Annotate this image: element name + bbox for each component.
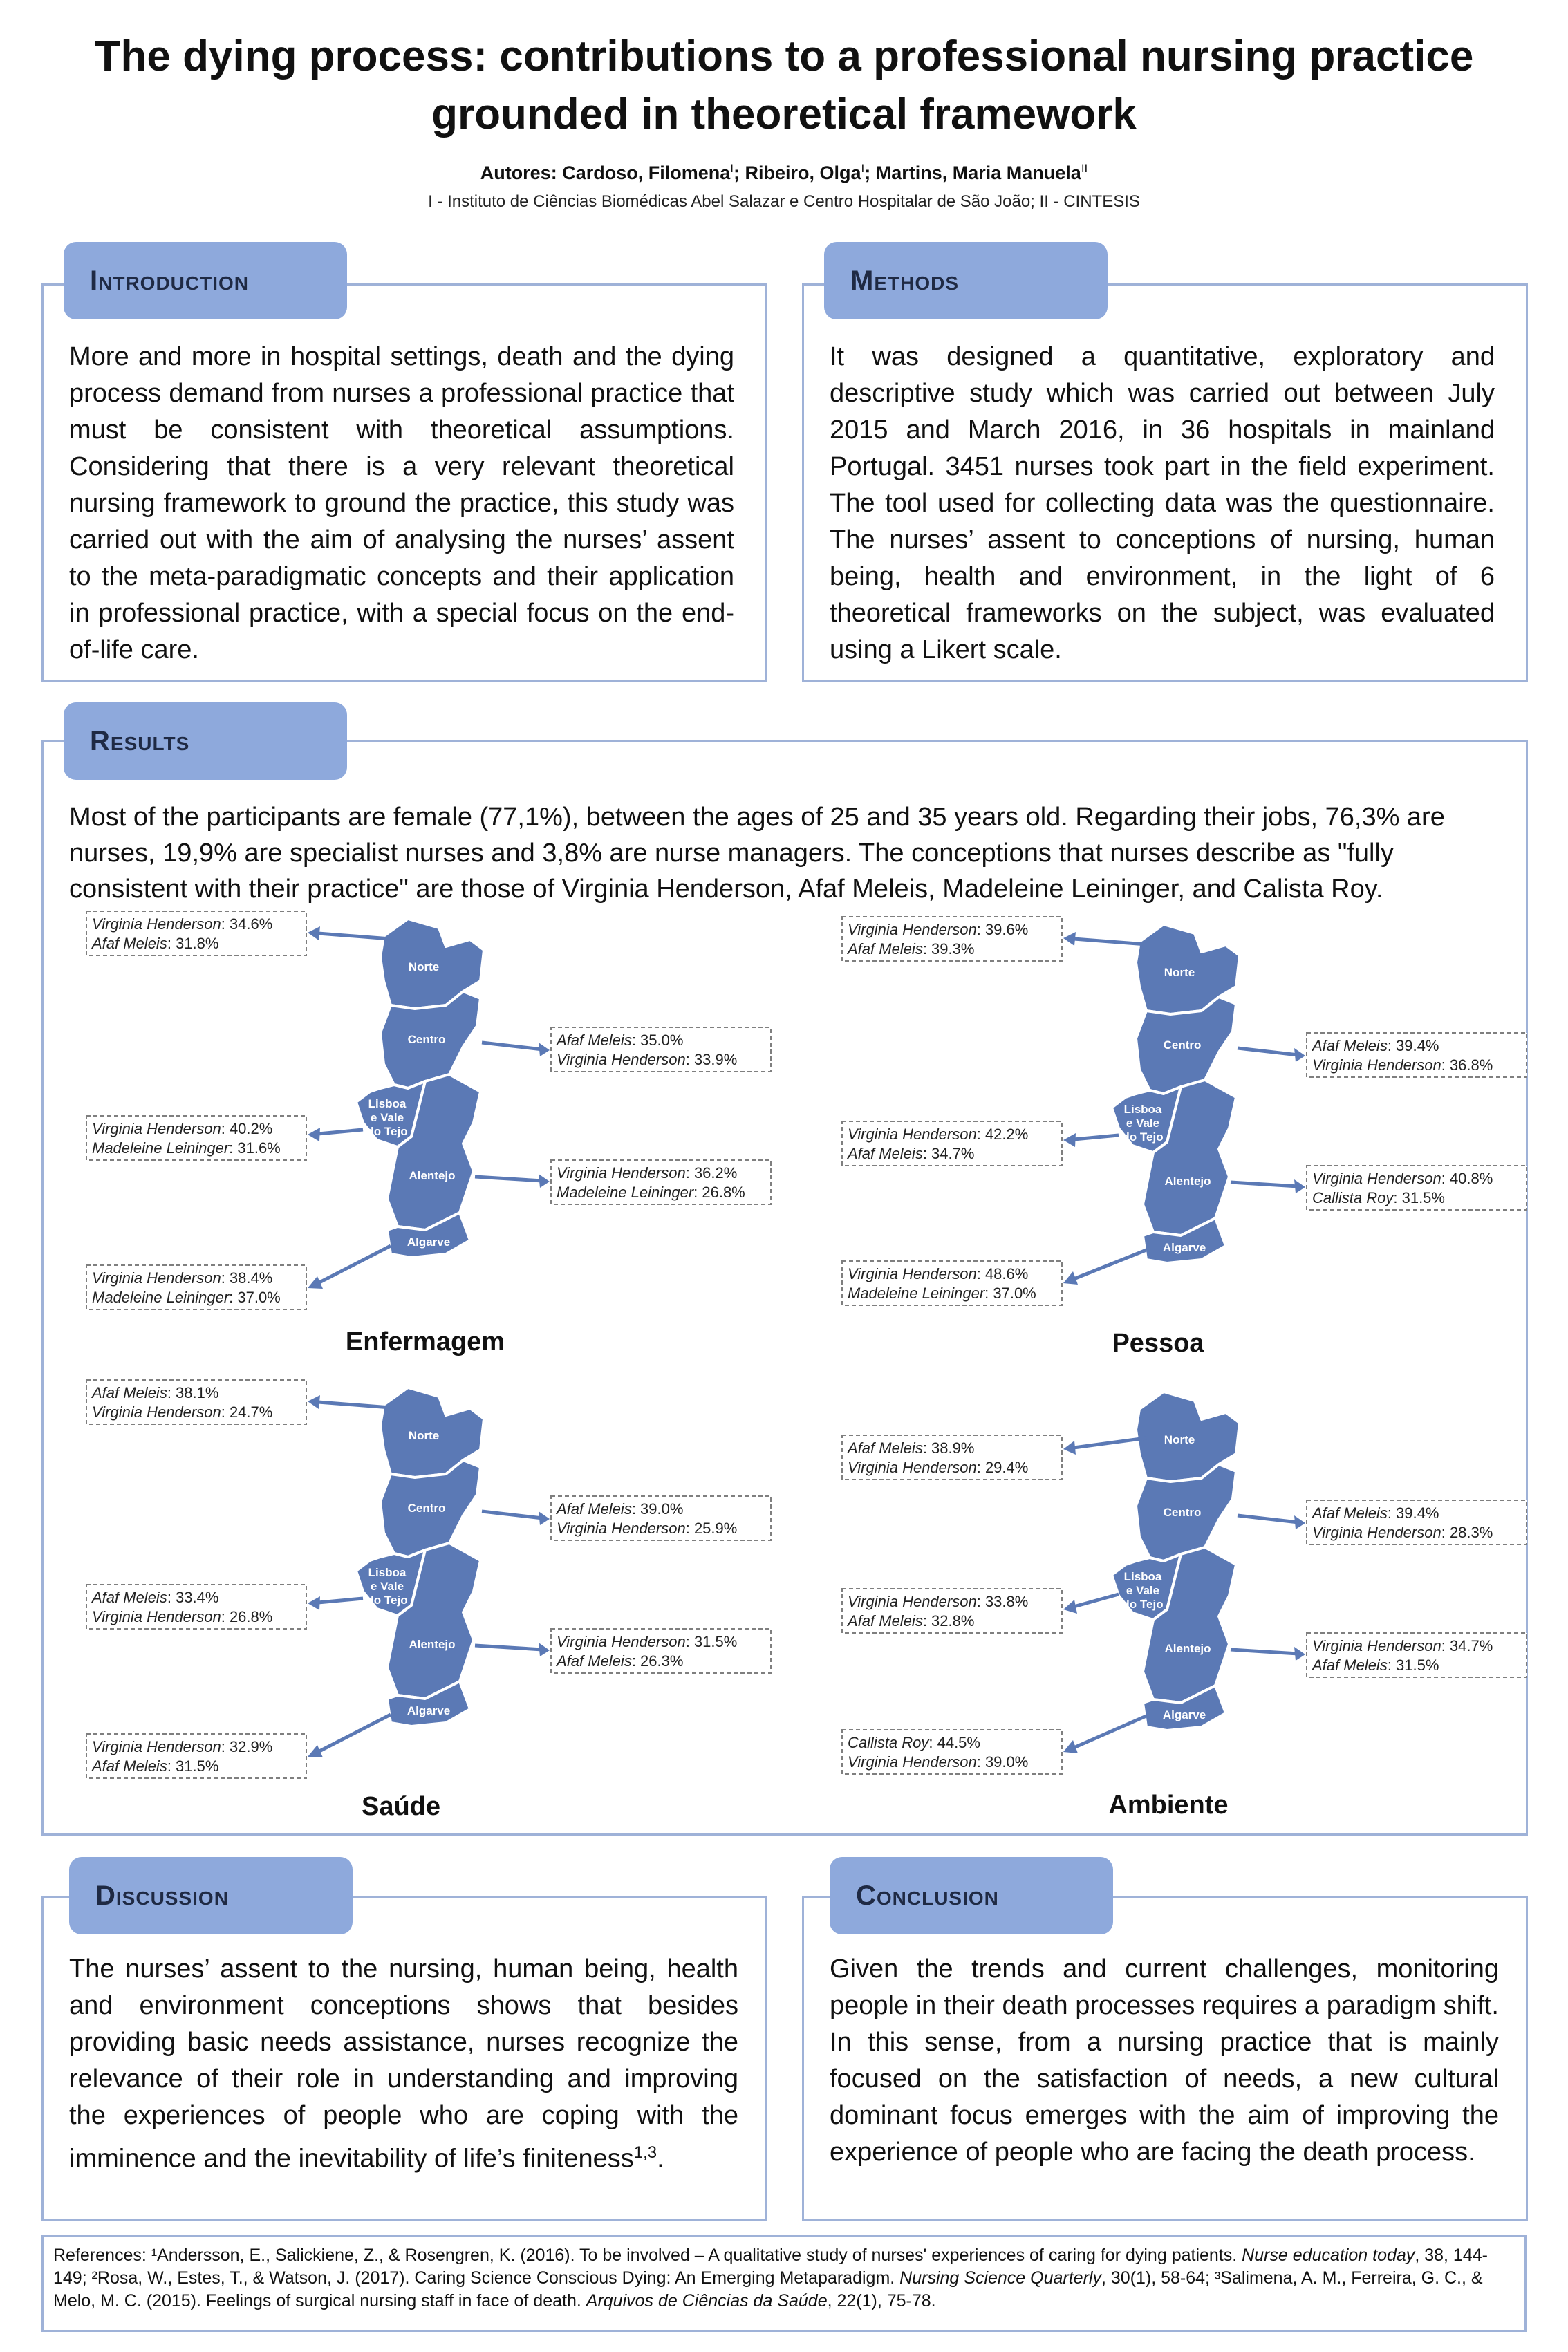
value: : 33.4% [167, 1589, 219, 1606]
arrowhead [1063, 1600, 1077, 1614]
name: Afaf Meleis [848, 940, 923, 958]
svg-text:Virginia Henderson: 33.8% [848, 1593, 1028, 1610]
name: Virginia Henderson [1312, 1056, 1441, 1074]
discussion-sup: 1,3 [633, 2143, 657, 2162]
name: Afaf Meleis [1312, 1656, 1388, 1674]
svg-text:Afaf Meleis: 39.0% [555, 1500, 683, 1518]
label-lisboa-2: e Vale [370, 1580, 404, 1593]
title-line-1: The dying process: contributions to a professional nursing practice [94, 32, 1474, 80]
poster-title [41, 28, 1527, 144]
discussion-end: . [657, 2144, 664, 2174]
svg-text:Virginia Henderson: 40.2% [92, 1120, 272, 1137]
name: Virginia Henderson [848, 1753, 977, 1771]
arrowhead [539, 1174, 550, 1188]
arrow [318, 1130, 363, 1134]
map-enfermagem [86, 911, 778, 1316]
value: : 34.6% [221, 915, 273, 933]
name: Virginia Henderson [557, 1520, 686, 1537]
label-alentejo: Alentejo [409, 1169, 456, 1182]
label-lisboa-2: e Vale [1126, 1117, 1160, 1130]
svg-text:Virginia Henderson: 24.7% [92, 1403, 272, 1421]
label-norte: Norte [1164, 1433, 1195, 1446]
value: : 36.8% [1441, 1056, 1493, 1074]
arrow [318, 933, 391, 939]
affiliation: I - Instituto de Ciências Biomédicas Abel Salazar e Centro Hospitalar de São João; II - CINTESIS [428, 192, 1140, 211]
value: : 34.7% [1441, 1637, 1493, 1654]
label-norte: Norte [1164, 966, 1195, 979]
name: Virginia Henderson [848, 1126, 977, 1143]
value: : 26.8% [693, 1184, 745, 1201]
name: Virginia Henderson [92, 1120, 221, 1137]
value: : 39.6% [976, 921, 1029, 938]
svg-text:Afaf Meleis: 38.9% [846, 1439, 974, 1457]
name: Virginia Henderson [848, 1593, 977, 1610]
callout-lisboa [842, 1589, 1119, 1633]
arrow [475, 1177, 543, 1181]
arrowhead [1063, 1133, 1076, 1147]
value: : 48.6% [976, 1265, 1029, 1282]
value: : 38.9% [922, 1439, 975, 1457]
value: : 40.2% [221, 1120, 273, 1137]
author-2-sup: I [861, 162, 865, 175]
callout-norte [86, 1380, 391, 1424]
label-centro: Centro [407, 1033, 446, 1046]
svg-text:Madeleine Leininger: 37.0% [92, 1289, 281, 1306]
portugal-map [356, 919, 484, 1258]
name: Virginia Henderson [92, 1403, 221, 1421]
value: : 31.5% [1387, 1656, 1439, 1674]
arrowhead [1063, 932, 1076, 946]
svg-text:Virginia Henderson: 31.5% [557, 1633, 737, 1650]
callout-lisboa [86, 1116, 363, 1160]
authors [0, 162, 1568, 184]
value: : 33.9% [685, 1051, 738, 1068]
label-algarve: Algarve [407, 1235, 451, 1249]
label-norte: Norte [408, 960, 440, 973]
ref-2: , 38, 144-149; ²Rosa, W., Estes, T., & Watson, J. (2017). Caring Science Conscious Dying: An Emerging Metaparadigm. [53, 2246, 1488, 2288]
conclusion-text: Given the trends and current challenges, monitoring people in their death processes requires a paradigm shift. In this sense, from a nursing practice that is mainly focused on the satisfaction of needs, a new cultural dominant focus emerges with the aim of improving the experience of people who are facing the death process. [830, 1954, 1499, 2167]
svg-text:Afaf Meleis: 26.3% [555, 1652, 683, 1670]
svg-text:Madeleine Leininger: 37.0% [848, 1285, 1036, 1302]
svg-text:Virginia Henderson: 38.4% [92, 1269, 272, 1287]
discussion-body: The nurses’ assent to the nursing, human being, health and environment conceptions shows that besides providing basic needs assistance, nurses recognize the relevance of their role in understanding and improving the experiences of people who are coping with the imminence and the inevitability of life’s finiteness [69, 1954, 738, 2174]
discussion-text [69, 1951, 738, 2178]
map-ambiente [842, 1384, 1533, 1789]
name: Madeleine Leininger [92, 1289, 230, 1306]
svg-text:Virginia Henderson: 26.8% [92, 1608, 272, 1625]
callout-alentejo [475, 1160, 771, 1204]
name: Afaf Meleis [557, 1032, 632, 1049]
name: Afaf Meleis [557, 1652, 632, 1670]
svg-text:Afaf Meleis: 34.7% [846, 1145, 974, 1162]
value: : 32.8% [922, 1612, 975, 1630]
author-3-sup: II [1081, 162, 1088, 175]
callout-norte [842, 1435, 1146, 1480]
name: Afaf Meleis [92, 1757, 167, 1775]
value: : 31.5% [1393, 1189, 1445, 1206]
label-lisboa-3: do Tejo [366, 1594, 408, 1607]
callout-centro [482, 1496, 771, 1540]
svg-text:Afaf Meleis: 32.8% [846, 1612, 974, 1630]
svg-text:Virginia Henderson: 39.6% [848, 921, 1028, 938]
label-lisboa-1: Lisboa [1123, 1570, 1162, 1583]
value: : 26.8% [221, 1608, 273, 1625]
ref-1-journal: Nurse education today [1242, 2246, 1415, 2265]
name: Madeleine Leininger [557, 1184, 694, 1201]
arrowhead [1063, 1441, 1076, 1455]
name: Virginia Henderson [557, 1051, 686, 1068]
label-centro: Centro [1163, 1038, 1202, 1052]
svg-text:Virginia Henderson: 36.8% [1312, 1056, 1493, 1074]
arrow [1074, 1438, 1146, 1448]
label-lisboa-3: do Tejo [1122, 1598, 1164, 1611]
portugal-map [356, 1388, 484, 1726]
svg-text:Virginia Henderson: 33.9% [557, 1051, 737, 1068]
arrow [475, 1645, 543, 1650]
value: : 35.0% [631, 1032, 684, 1049]
svg-text:Virginia Henderson: 48.6% [848, 1265, 1028, 1282]
value: : 37.0% [229, 1289, 281, 1306]
value: : 33.8% [976, 1593, 1029, 1610]
label-lisboa-1: Lisboa [368, 1097, 407, 1110]
name: Virginia Henderson [1312, 1170, 1441, 1187]
name: Virginia Henderson [848, 1459, 977, 1476]
svg-text:Virginia Henderson: 29.4% [848, 1459, 1028, 1476]
map-saude [86, 1380, 778, 1784]
arrow [318, 1715, 391, 1752]
value: : 38.4% [221, 1269, 273, 1287]
value: : 39.0% [976, 1753, 1029, 1771]
svg-text:Afaf Meleis: 38.1% [91, 1384, 218, 1401]
callout-algarve [86, 1715, 391, 1778]
value: : 39.3% [922, 940, 975, 958]
value: : 31.5% [685, 1633, 738, 1650]
svg-text:Afaf Meleis: 33.4% [91, 1589, 218, 1606]
callout-norte [86, 911, 391, 955]
arrowhead [1294, 1647, 1305, 1661]
arrowhead [539, 1511, 550, 1525]
arrow [318, 1598, 363, 1603]
svg-text:Afaf Meleis: 39.4% [1311, 1037, 1439, 1054]
value: : 39.4% [1387, 1037, 1439, 1054]
svg-text:Afaf Meleis: 39.4% [1311, 1504, 1439, 1522]
callout-centro [1238, 1033, 1527, 1077]
ref-3-journal: Arquivos de Ciências da Saúde [586, 2291, 828, 2311]
introduction-text: More and more in hospital settings, death and the dying process demand from nurses a professional practice that must be consistent with theoretical assumptions. Considering that there is a very relevant theoretical nursing framework to ground the practice, this study was carried out with the aim of analysing the nurses’ assent to the meta-paradigmatic concepts and their application in professional practice, with a special focus on the end-of-life care. [69, 342, 734, 664]
arrowhead [1294, 1515, 1305, 1529]
label-lisboa-1: Lisboa [1123, 1103, 1162, 1116]
label-algarve: Algarve [1162, 1708, 1206, 1721]
arrow [482, 1043, 543, 1049]
label-alentejo: Alentejo [409, 1638, 456, 1651]
svg-text:Virginia Henderson: 25.9% [557, 1520, 737, 1537]
name: Afaf Meleis [92, 1384, 167, 1401]
arrowhead [1294, 1048, 1305, 1062]
arrow [1074, 1135, 1119, 1139]
value: : 39.4% [1387, 1504, 1439, 1522]
name: Callista Roy [1312, 1189, 1394, 1206]
arrowhead [539, 1043, 550, 1056]
name: Afaf Meleis [1312, 1504, 1388, 1522]
callout-norte [842, 917, 1146, 961]
value: : 37.0% [984, 1285, 1036, 1302]
label-algarve: Algarve [1162, 1241, 1206, 1254]
svg-text:Afaf Meleis: 31.8% [91, 935, 218, 952]
portugal-map [1112, 1392, 1240, 1730]
svg-text:Virginia Henderson: 39.0% [848, 1753, 1028, 1771]
callout-algarve [842, 1250, 1146, 1305]
name: Callista Roy [848, 1734, 929, 1751]
svg-text:Madeleine Leininger: 31.6% [92, 1139, 281, 1157]
label-lisboa-2: e Vale [370, 1111, 404, 1124]
name: Madeleine Leininger [92, 1139, 230, 1157]
arrow [1238, 1048, 1298, 1055]
value: : 36.2% [685, 1164, 738, 1182]
label-algarve: Algarve [407, 1704, 451, 1717]
svg-text:Virginia Henderson: 34.7% [1312, 1637, 1493, 1654]
arrowhead [308, 1596, 320, 1610]
arrow [1074, 1716, 1146, 1748]
callout-algarve [842, 1716, 1146, 1774]
svg-text:Afaf Meleis: 35.0% [555, 1032, 683, 1049]
introduction-heading: Introduction [64, 242, 347, 319]
callout-lisboa [86, 1585, 363, 1629]
label-alentejo: Alentejo [1164, 1175, 1211, 1188]
svg-text:Virginia Henderson: 28.3% [1312, 1524, 1493, 1541]
svg-text:Virginia Henderson: 32.9% [92, 1738, 272, 1755]
arrowhead [308, 926, 320, 940]
arrow [1238, 1515, 1298, 1522]
name: Virginia Henderson [557, 1164, 686, 1182]
svg-text:Callista Roy: 31.5% [1312, 1189, 1445, 1206]
svg-text:Afaf Meleis: 39.3% [846, 940, 974, 958]
name: Virginia Henderson [92, 1738, 221, 1755]
arrow [1231, 1650, 1298, 1654]
svg-text:Afaf Meleis: 31.5% [1311, 1656, 1439, 1674]
svg-text:Callista Roy: 44.5% [848, 1734, 980, 1751]
label-centro: Centro [1163, 1506, 1202, 1519]
name: Afaf Meleis [92, 935, 167, 952]
value: : 39.0% [631, 1500, 684, 1518]
value: : 31.5% [167, 1757, 219, 1775]
svg-text:Madeleine Leininger: 26.8% [557, 1184, 745, 1201]
name: Afaf Meleis [1312, 1037, 1388, 1054]
map-title-enfermagem: Enfermagem [345, 1327, 505, 1356]
ref-3: , 30(1), 58-64; ³Salimena, A. M., Ferreira, G. C., & Melo, M. C. (2015). Feelings of surgical nursing staff in face of death. [53, 2268, 1483, 2311]
callout-centro [482, 1027, 771, 1072]
value: : 29.4% [976, 1459, 1029, 1476]
name: Virginia Henderson [1312, 1524, 1441, 1541]
methods-heading: Methods [824, 242, 1108, 319]
value: : 42.2% [976, 1126, 1029, 1143]
title-line-2: grounded in theoretical framework [431, 91, 1137, 138]
name: Madeleine Leininger [848, 1285, 985, 1302]
arrow [1231, 1182, 1298, 1186]
arrow [1074, 1594, 1119, 1607]
map-title-ambiente: Ambiente [1108, 1791, 1229, 1820]
value: : 25.9% [685, 1520, 738, 1537]
value: : 24.7% [221, 1403, 273, 1421]
name: Virginia Henderson [848, 1265, 977, 1282]
name: Virginia Henderson [557, 1633, 686, 1650]
name: Afaf Meleis [557, 1500, 632, 1518]
arrow [1074, 939, 1146, 944]
label-alentejo: Alentejo [1164, 1642, 1211, 1655]
svg-text:Virginia Henderson: 34.6% [92, 915, 272, 933]
callout-alentejo [1231, 1166, 1527, 1210]
map-title-pessoa: Pessoa [1112, 1329, 1204, 1358]
name: Afaf Meleis [848, 1145, 923, 1162]
value: : 44.5% [928, 1734, 980, 1751]
map-title-saude: Saúde [361, 1792, 441, 1821]
ref-2-journal: Nursing Science Quarterly [899, 2268, 1101, 2288]
arrowhead [308, 1128, 320, 1141]
arrowhead [539, 1643, 550, 1656]
results-text: Most of the participants are female (77,1%), between the ages of 25 and 35 years old. Regarding their jobs, 76,3% are nurses, 19,9% are specialist nurses and 3,8% are nurse managers. The conceptions that nurses describe as "fully consistent with their practice" are those of Virginia Henderson, Afaf Meleis, Madeleine Leininger, and Calista Roy. [69, 803, 1445, 904]
callout-alentejo [475, 1629, 771, 1673]
name: Virginia Henderson [848, 921, 977, 938]
name: Virginia Henderson [92, 1608, 221, 1625]
label-lisboa-2: e Vale [1126, 1584, 1160, 1597]
name: Virginia Henderson [92, 1269, 221, 1287]
arrowhead [1294, 1179, 1305, 1193]
map-pessoa [842, 917, 1533, 1321]
author-3: ; Martins, Maria Manuela [864, 162, 1081, 183]
callout-centro [1238, 1500, 1527, 1544]
references [41, 2235, 1527, 2332]
author-2: ; Ribeiro, Olga [733, 162, 861, 183]
callout-lisboa [842, 1121, 1119, 1166]
svg-text:Afaf Meleis: 31.5% [91, 1757, 218, 1775]
name: Virginia Henderson [92, 915, 221, 933]
label-lisboa-3: do Tejo [1122, 1130, 1164, 1144]
arrow [318, 1246, 391, 1283]
value: : 40.8% [1441, 1170, 1493, 1187]
value: : 31.6% [229, 1139, 281, 1157]
svg-text:Virginia Henderson: 42.2% [848, 1126, 1028, 1143]
arrowhead [308, 1395, 320, 1409]
svg-text:Virginia Henderson: 36.2% [557, 1164, 737, 1182]
value: : 26.3% [631, 1652, 684, 1670]
label-centro: Centro [407, 1502, 446, 1515]
name: Afaf Meleis [848, 1439, 923, 1457]
ref-1: References: ¹Andersson, E., Salickiene, Z., & Rosengren, K. (2016). To be involved – A qualitative study of nurses' experiences of caring for dying patients. [53, 2246, 1242, 2265]
label-norte: Norte [408, 1429, 440, 1442]
arrow [1074, 1250, 1146, 1279]
svg-text:Virginia Henderson: 40.8% [1312, 1170, 1493, 1187]
label-lisboa-1: Lisboa [368, 1566, 407, 1579]
author-1-sup: I [730, 162, 734, 175]
value: : 32.9% [221, 1738, 273, 1755]
value: : 38.1% [167, 1384, 219, 1401]
value: : 31.8% [167, 935, 219, 952]
methods-text: It was designed a quantitative, exploratory and descriptive study which was carried out between July 2015 and March 2016, in 36 hospitals in mainland Portugal. 3451 nurses took part in the field experiment. The tool used for collecting data was the questionnaire. The nurses’ assent to conceptions of nursing, human being, health and environment, in the light of 6 theoretical frameworks on the subject, was evaluated using a Likert scale. [830, 342, 1495, 664]
callout-alentejo [1231, 1633, 1527, 1677]
name: Afaf Meleis [848, 1612, 923, 1630]
ref-end: , 22(1), 75-78. [827, 2291, 936, 2311]
value: : 28.3% [1441, 1524, 1493, 1541]
conclusion-heading: Conclusion [830, 1857, 1113, 1934]
discussion-heading: Discussion [69, 1857, 353, 1934]
author-1: Autores: Cardoso, Filomena [480, 162, 731, 183]
portugal-map [1112, 924, 1240, 1263]
arrow [482, 1511, 543, 1518]
value: : 34.7% [922, 1145, 975, 1162]
results-heading: Results [64, 702, 347, 780]
arrow [318, 1402, 391, 1408]
name: Afaf Meleis [92, 1589, 167, 1606]
name: Virginia Henderson [1312, 1637, 1441, 1654]
callout-algarve [86, 1246, 391, 1309]
label-lisboa-3: do Tejo [366, 1125, 408, 1138]
